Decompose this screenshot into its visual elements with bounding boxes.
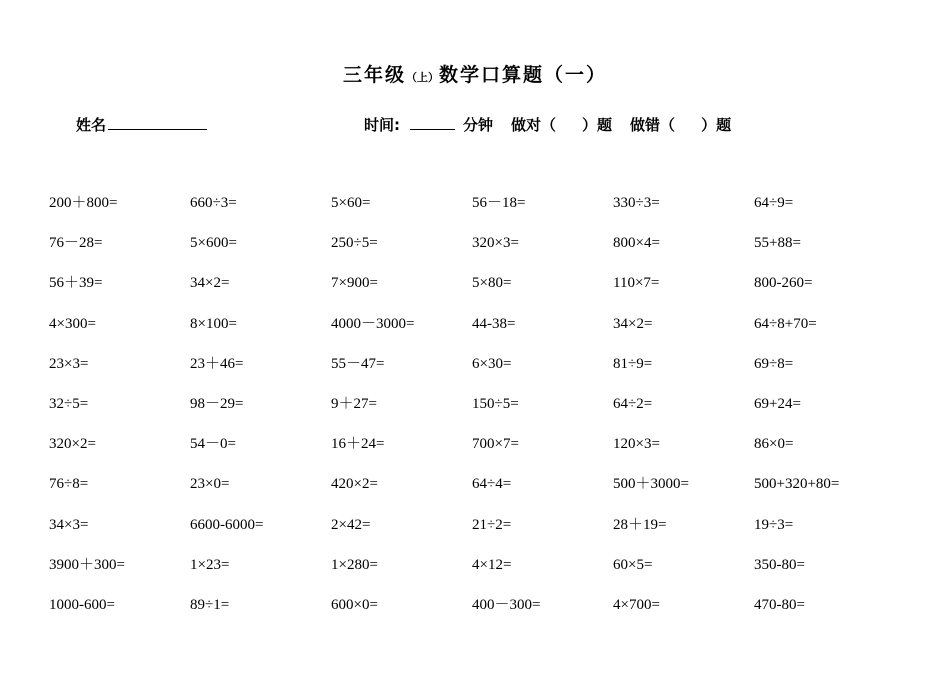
problem-item: 7×900= (331, 275, 378, 292)
problem-item: 6600-6000= (190, 516, 264, 533)
time-blank[interactable] (410, 115, 455, 130)
problem-item: 330÷3= (613, 195, 660, 211)
problem-item: 56－18= (472, 195, 526, 211)
correct-prefix: 做对（ (511, 116, 557, 134)
problem-item: 34×3= (49, 516, 89, 533)
problem-item: 32÷5= (49, 395, 89, 412)
problem-item: 420×2= (331, 476, 378, 493)
name-field (76, 114, 207, 135)
problem-item: 4×700= (613, 596, 660, 613)
problem-item: 64÷9= (754, 195, 794, 211)
problem-item: 150÷5= (472, 395, 519, 412)
correct-suffix: ）题 (582, 116, 613, 134)
problem-item: 600×0= (331, 596, 378, 613)
problem-item: 9＋27= (331, 395, 377, 412)
problem-item: 64÷8+70= (754, 315, 817, 332)
problem-item: 89÷1= (190, 596, 230, 613)
title-term: （上） (406, 71, 439, 84)
problem-grid (49, 193, 895, 635)
problem-item: 660÷3= (190, 195, 237, 211)
problem-item: 16＋24= (331, 436, 385, 453)
problem-item: 320×2= (49, 436, 96, 453)
problem-item: 8×100= (190, 315, 237, 332)
title-grade: 三年级 (342, 64, 406, 86)
problem-item: 55+88= (754, 235, 801, 252)
score-header (364, 114, 731, 135)
problem-item: 56＋39= (49, 275, 103, 292)
problem-item: 76÷8= (49, 476, 89, 493)
problem-item: 470-80= (754, 596, 805, 613)
title-subject: 数学口算题（一） (439, 64, 608, 86)
problem-item: 700×7= (472, 436, 519, 453)
problem-item: 55－47= (331, 355, 385, 372)
worksheet-title (0, 60, 950, 87)
problem-item: 1000-600= (49, 596, 115, 613)
problem-item: 21÷2= (472, 516, 512, 533)
problem-item: 54－0= (190, 436, 236, 453)
problem-item: 1×280= (331, 556, 378, 573)
problem-item: 200＋800= (49, 195, 118, 211)
problem-item: 120×3= (613, 436, 660, 453)
problem-item: 4×12= (472, 556, 512, 573)
name-blank[interactable] (108, 115, 207, 130)
problem-item: 6×30= (472, 355, 512, 372)
problem-item: 320×3= (472, 235, 519, 252)
wrong-prefix: 做错（ (630, 116, 676, 134)
problem-item: 60×5= (613, 556, 653, 573)
problem-item: 800×4= (613, 235, 660, 252)
problem-item: 44-38= (472, 315, 516, 332)
problem-item: 3900＋300= (49, 556, 125, 573)
problem-item: 81÷9= (613, 355, 653, 372)
problem-item: 98－29= (190, 395, 244, 412)
problem-item: 800-260= (754, 275, 813, 292)
problem-item: 86×0= (754, 436, 794, 453)
problem-item: 4×300= (49, 315, 96, 332)
problem-item: 110×7= (613, 275, 660, 292)
problem-item: 69+24= (754, 395, 801, 412)
problem-item: 28＋19= (613, 516, 667, 533)
problem-item: 250÷5= (331, 235, 378, 252)
problem-item: 34×2= (190, 275, 230, 292)
problem-item: 400－300= (472, 596, 541, 613)
problem-item: 76－28= (49, 235, 103, 252)
name-label: 姓名 (76, 116, 107, 134)
problem-item: 23×0= (190, 476, 230, 493)
problem-item: 5×60= (331, 195, 371, 211)
problem-item: 64÷2= (613, 395, 653, 412)
wrong-suffix: ）题 (701, 116, 732, 134)
problem-item: 64÷4= (472, 476, 512, 493)
time-label: 时间: (364, 116, 400, 134)
problem-item: 23＋46= (190, 355, 244, 372)
problem-item: 5×80= (472, 275, 512, 292)
problem-item: 4000－3000= (331, 315, 415, 332)
minutes-label: 分钟 (463, 116, 494, 134)
problem-item: 350-80= (754, 556, 805, 573)
problem-item: 5×600= (190, 235, 237, 252)
problem-item: 2×42= (331, 516, 371, 533)
problem-item: 500+320+80= (754, 476, 840, 493)
problem-item: 19÷3= (754, 516, 794, 533)
problem-item: 34×2= (613, 315, 653, 332)
problem-item: 1×23= (190, 556, 230, 573)
problem-item: 500＋3000= (613, 476, 689, 493)
problem-item: 69÷8= (754, 355, 794, 372)
problem-item: 23×3= (49, 355, 89, 372)
